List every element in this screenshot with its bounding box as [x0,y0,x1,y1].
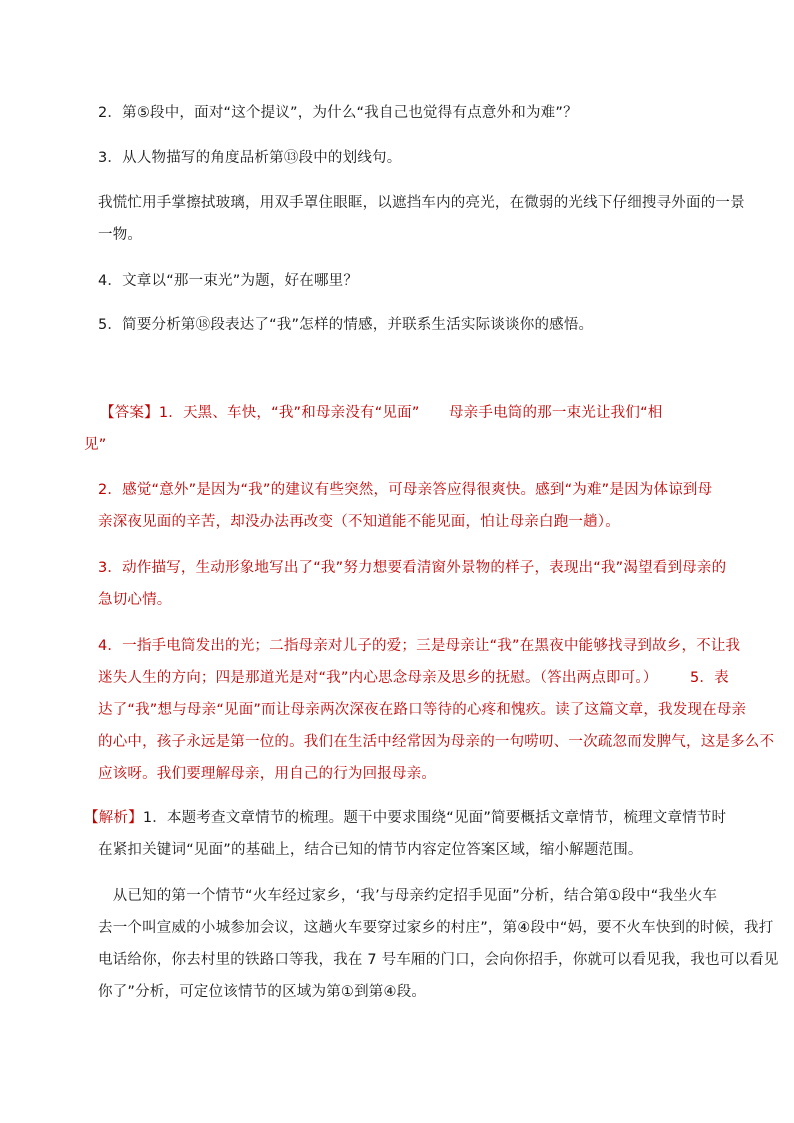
question-2: 2．第⑤段中，面对“这个提议”，为什么“我自己也觉得有点意外和为难”？ [98,105,578,121]
question-4: 4．文章以“那一束光”为题，好在哪里？ [98,273,359,289]
answer-3-line-1: 3．动作描写，生动形象地写出了“我”努力想要看清窗外景物的样子，表现出“我”渴望看到母亲的 [98,560,727,576]
answer-4-line-1: 4．一指手电筒发出的光；二指母亲对儿子的爱；三是母亲让“我”在黑夜中能够找寻到故乡，不让我 [98,638,741,654]
analysis-1 [84,802,727,866]
answer-3-line-2: 急切心情。 [98,592,172,608]
answer-5-line-3: 达了“我”想与母亲“见面”而让母亲两次深夜在路口等待的心疼和愧疚。读了这篇文章，我发现在母亲 [98,702,747,718]
question-3: 3．从人物描写的角度品析第⑬段中的划线句。 [98,150,402,166]
answer-5-start: 5．表 [690,670,729,686]
analysis-2-line-4: 你了”分析，可定位该情节的区域为第①到第④段。 [98,984,427,1000]
answer-5-line-5: 应该呀。我们要理解母亲，用自己的行为回报母亲。 [98,766,437,782]
analysis-2-line-2: 去一个叫宣威的小城参加会议，这趟火车要穿过家乡的村庄”，第④段中“妈，要不火车快到的时候，我打 [98,920,774,936]
quoted-sentence [98,187,745,251]
quoted-sentence-line-1: 我慌忙用手掌擦拭玻璃，用双手罩住眼眶，以遮挡车内的亮光，在微弱的光线下仔细搜寻外面的一景 [98,195,745,211]
analysis-1-line-2: 在紧扣关键词“见面”的基础上，结合已知的情节内容定位答案区域，缩小解题范围。 [98,842,643,858]
answer-2-line-2: 亲深夜见面的辛苦，却没办法再改变（不知道能不能见面，怕让母亲白跑一趟）。 [98,514,620,530]
answer-1-line-1: 1．天黑、车快，“我”和母亲没有“见面” 母亲手电筒的那一束光让我们“相 [158,405,663,421]
answer-1 [84,397,724,461]
quoted-sentence-line-2: 一物。 [98,227,143,243]
answer-5-line-4: 的心中，孩子永远是第一位的。我们在生活中经常因为母亲的一句唠叨、一次疏忽而发脾气，这是多么不 [98,734,775,750]
answer-4-line-2: 迷失人生的方向；四是那道光是对“我”内心思念母亲及思乡的抚慰。（答出两点即可。） [98,670,658,686]
answer-2-line-1: 2．感觉“意外”是因为“我”的建议有些突然，可母亲答应得很爽快。感到“为难”是因为体谅到母 [98,482,713,498]
answer-3 [98,552,727,616]
analysis-1-line-1: 1．本题考查文章情节的梳理。题干中要求围绕“见面”简要概括文章情节，梳理文章情节时 [142,810,727,826]
question-5: 5．简要分析第⑱段表达了“我”怎样的情感，并联系生活实际谈谈你的感悟。 [98,317,594,333]
answer-4-5 [98,630,775,790]
answer-2 [98,474,720,538]
analysis-2 [98,880,779,1008]
analysis-2-line-1: 从已知的第一个情节“火车经过家乡，‘我’与母亲约定招手见面”分析，结合第①段中“我坐火车 [98,888,718,904]
analysis-label: 【解析】 [84,810,143,826]
analysis-2-line-3: 电话给你，你去村里的铁路口等我，我在 7 号车厢的门口，会向你招手，你就可以看见我，我也可以看见 [98,952,779,968]
answer-label: 【答案】 [100,405,159,421]
answer-1-line-2: 见” [84,437,107,453]
